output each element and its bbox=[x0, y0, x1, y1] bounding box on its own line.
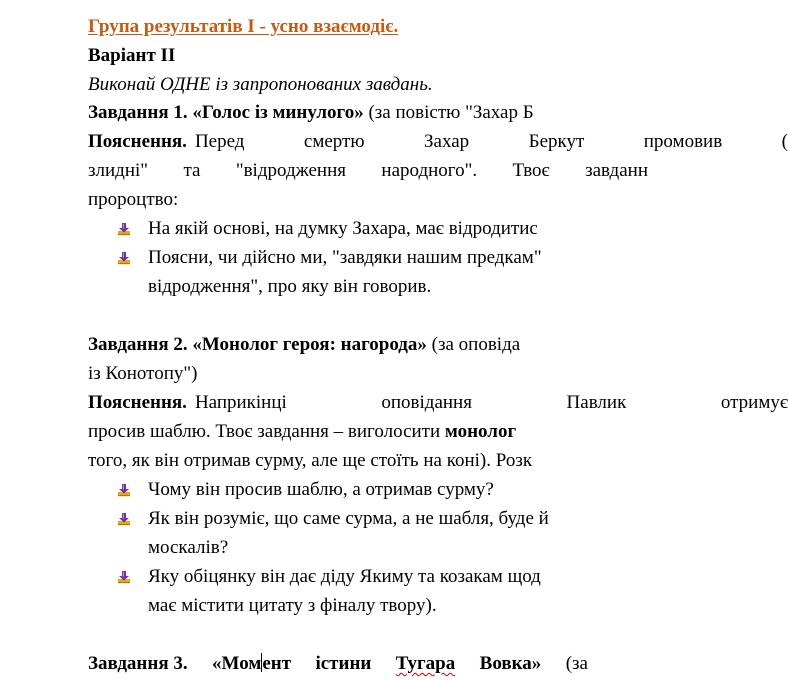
arrow-down-bullet-icon bbox=[117, 222, 131, 236]
page-title: Група результатів І - усно взаємодіє. bbox=[88, 16, 399, 37]
task2-source: (за оповіда bbox=[431, 334, 521, 355]
task2-source-cont: із Конотопу") bbox=[88, 363, 198, 384]
task2-heading bbox=[88, 334, 520, 356]
task2-bullet3-cont: має містити цитату з фіналу твору). bbox=[148, 595, 437, 616]
instruction-text: Виконай ОДНЕ із запропонованих завдань. bbox=[88, 74, 433, 95]
task2-explanation-line3: того, як він отримав сурму, але ще стоїть на коні). Розк bbox=[88, 450, 533, 471]
task3-source: (за bbox=[565, 653, 588, 674]
task1-explanation-line3: пророцтво: bbox=[88, 189, 179, 210]
task3-name-part1 bbox=[212, 653, 291, 675]
task2-name: «Монолог героя: нагорода» bbox=[192, 334, 427, 355]
task1-bullet1: На якій основі, на думку Захара, має відродитис bbox=[148, 218, 538, 239]
task3-label: Завдання 3. bbox=[88, 653, 188, 674]
task2-explanation-text2: просив шаблю. Твоє завдання – виголосити bbox=[88, 421, 441, 442]
task3-name-istyny: істини bbox=[315, 653, 372, 674]
task2-bullet3: Яку обіцянку він дає діду Якиму та козакам щод bbox=[148, 566, 541, 587]
task1-label: Завдання 1. bbox=[88, 102, 188, 123]
task2-explanation-label: Пояснення. bbox=[88, 392, 187, 413]
task2-monolog-word: монолог bbox=[444, 421, 517, 442]
task3-name-tuhara: Тугара bbox=[395, 653, 456, 674]
task2-explanation-text1: Наприкінці оповідання Павлик отримує bbox=[194, 392, 788, 413]
task1-bullet2: Поясни, чи дійсно ми, "завдяки нашим предкам" bbox=[148, 247, 542, 268]
task3-name-vovka: Вовка» bbox=[479, 653, 542, 674]
task1-explanation-label: Пояснення. bbox=[88, 131, 187, 152]
task1-bullet2-cont: відродження", про яку він говорив. bbox=[148, 276, 432, 297]
task1-explanation-text1: Перед смертю Захар Беркут промовив ( bbox=[194, 131, 788, 152]
arrow-down-bullet-icon bbox=[117, 251, 131, 265]
task2-explanation-line2 bbox=[88, 421, 516, 443]
task1-source: (за повістю "Захар Б bbox=[368, 102, 534, 123]
task2-bullet2-cont: москалів? bbox=[148, 537, 229, 558]
arrow-down-bullet-icon bbox=[117, 570, 131, 584]
document-page bbox=[88, 0, 788, 680]
variant-heading: Варіант ІІ bbox=[88, 45, 176, 66]
task2-bullet2: Як він розуміє, що саме сурма, а не шабля, буде й bbox=[148, 508, 549, 529]
task3-name-a: «Мом bbox=[212, 653, 262, 674]
task2-explanation-line1 bbox=[88, 392, 788, 414]
arrow-down-bullet-icon bbox=[117, 483, 131, 497]
task1-name: «Голос із минулого» bbox=[192, 102, 364, 123]
task2-label: Завдання 2. bbox=[88, 334, 188, 355]
arrow-down-bullet-icon bbox=[117, 512, 131, 526]
task3-heading bbox=[88, 653, 648, 675]
task3-name-b: ент bbox=[262, 653, 292, 674]
task1-explanation-line1 bbox=[88, 131, 788, 153]
task1-heading bbox=[88, 102, 534, 124]
task1-explanation-line2: злидні" та "відродження народного". Твоє завданн bbox=[88, 160, 648, 181]
task2-bullet1: Чому він просив шаблю, а отримав сурму? bbox=[148, 479, 494, 500]
